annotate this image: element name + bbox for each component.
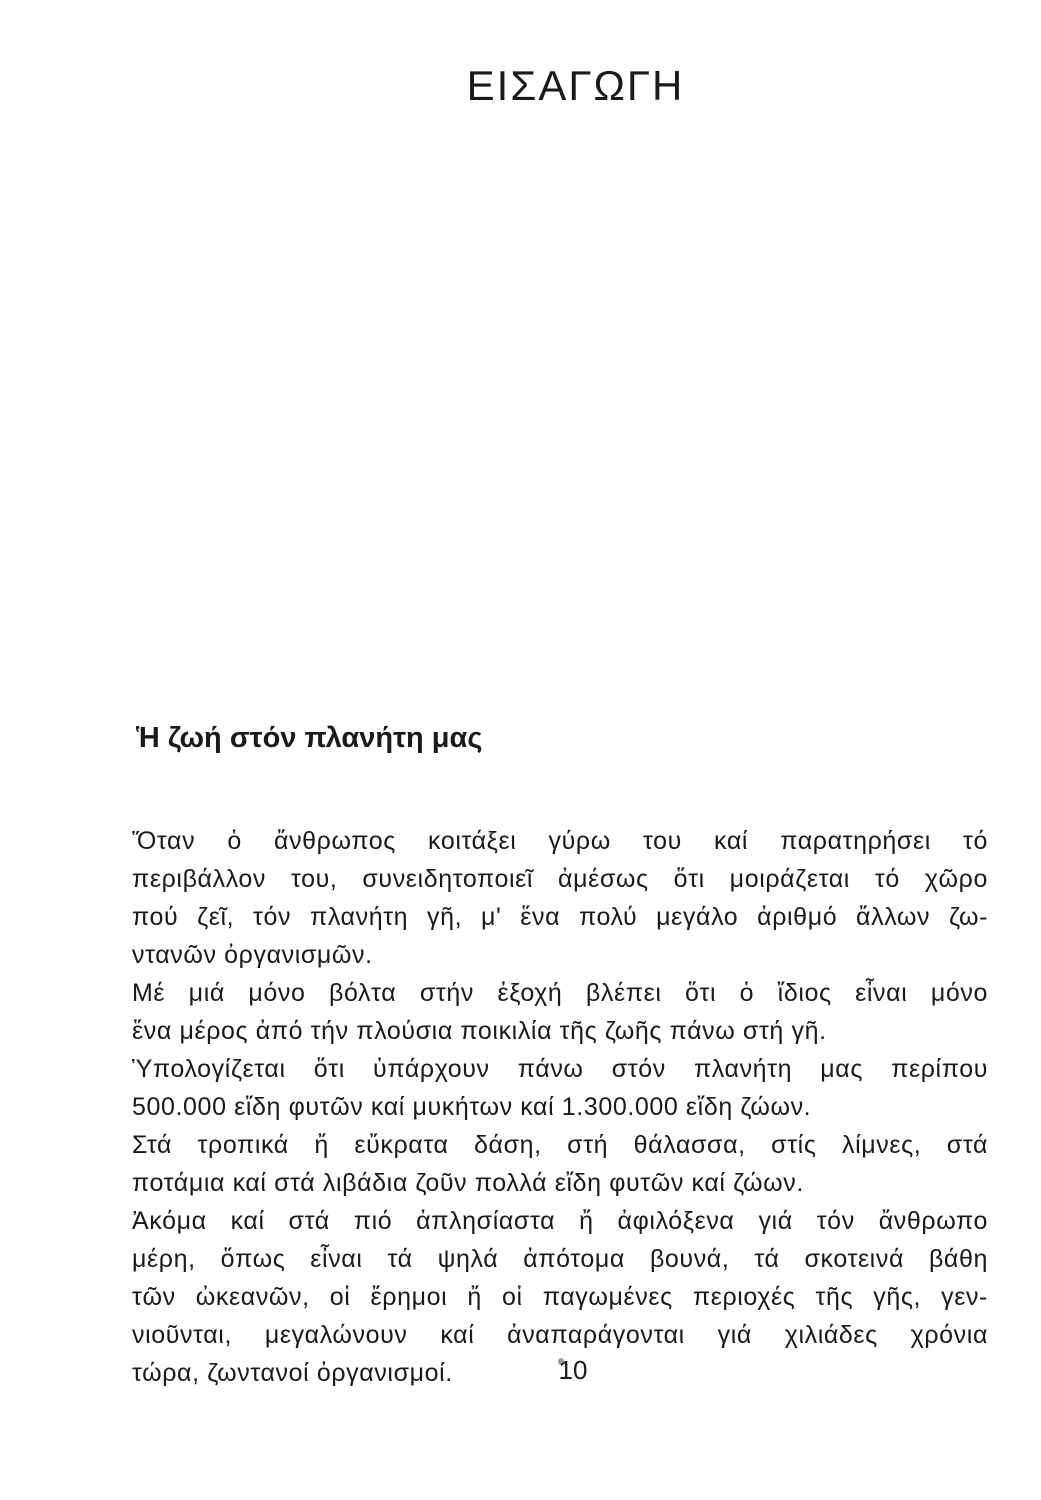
text-line: Στά τροπικά ἤ εὔκρατα δάση, στή θάλασσα, στίς λίμνες, στά — [132, 1131, 988, 1159]
text-line: νιοῦνται, μεγαλώνουν καί ἀναπαράγονται γιά χιλιάδες χρόνια — [132, 1321, 988, 1349]
text-line: μέρη, ὅπως εἶναι τά ψηλά ἀπότομα βουνά, τά σκοτεινά βάθη — [132, 1245, 988, 1273]
text-line: Ἀκόμα καί στά πιό ἀπλησίαστα ἤ ἀφιλόξενα γιά τόν ἄνθρωπο — [132, 1207, 988, 1235]
section-heading: Ἡ ζωή στόν πλανήτη μας — [136, 722, 483, 754]
text-line: Ὅταν ὁ ἄνθρωπος κοιτάξει γύρω του καί παρατηρήσει τό — [132, 827, 988, 855]
text-line: Μέ μιά μόνο βόλτα στήν ἐξοχή βλέπει ὅτι ὁ ἴδιος εἶναι μόνο — [132, 979, 988, 1007]
text-line: ντανῶν ὀργανισμῶν. — [132, 941, 373, 969]
text-line: ἕνα μέρος ἀπό τήν πλούσια ποικιλία τῆς ζωῆς πάνω στή γῆ. — [132, 1017, 827, 1045]
body-paragraph — [132, 822, 988, 1392]
page-number: 10 — [558, 1355, 588, 1385]
text-line: Ὑπολογίζεται ὅτι ὑπάρχουν πάνω στόν πλανήτη μας περίπου — [132, 1055, 988, 1083]
text-line: τώρα, ζωντανοί ὀργανισμοί. — [132, 1359, 453, 1387]
text-line: τῶν ὠκεανῶν, οἱ ἔρημοι ἤ οἱ παγωμένες περιοχές τῆς γῆς, γεν- — [132, 1283, 988, 1311]
text-line: ποτάμια καί στά λιβάδια ζοῦν πολλά εἴδη φυτῶν καί ζώων. — [132, 1169, 804, 1197]
text-line: περιβάλλον του, συνειδητοποιεῖ ἀμέσως ὅτι μοιράζεται τό χῶρο — [132, 865, 988, 893]
text-line: πού ζεῖ, τόν πλανήτη γῆ, μ' ἕνα πολύ μεγάλο ἀριθμό ἄλλων ζω- — [132, 903, 988, 931]
text-line: 500.000 εἴδη φυτῶν καί μυκήτων καί 1.300.000 εἴδη ζώων. — [132, 1093, 812, 1121]
chapter-title: ΕΙΣΑΓΩΓΗ — [466, 62, 685, 109]
